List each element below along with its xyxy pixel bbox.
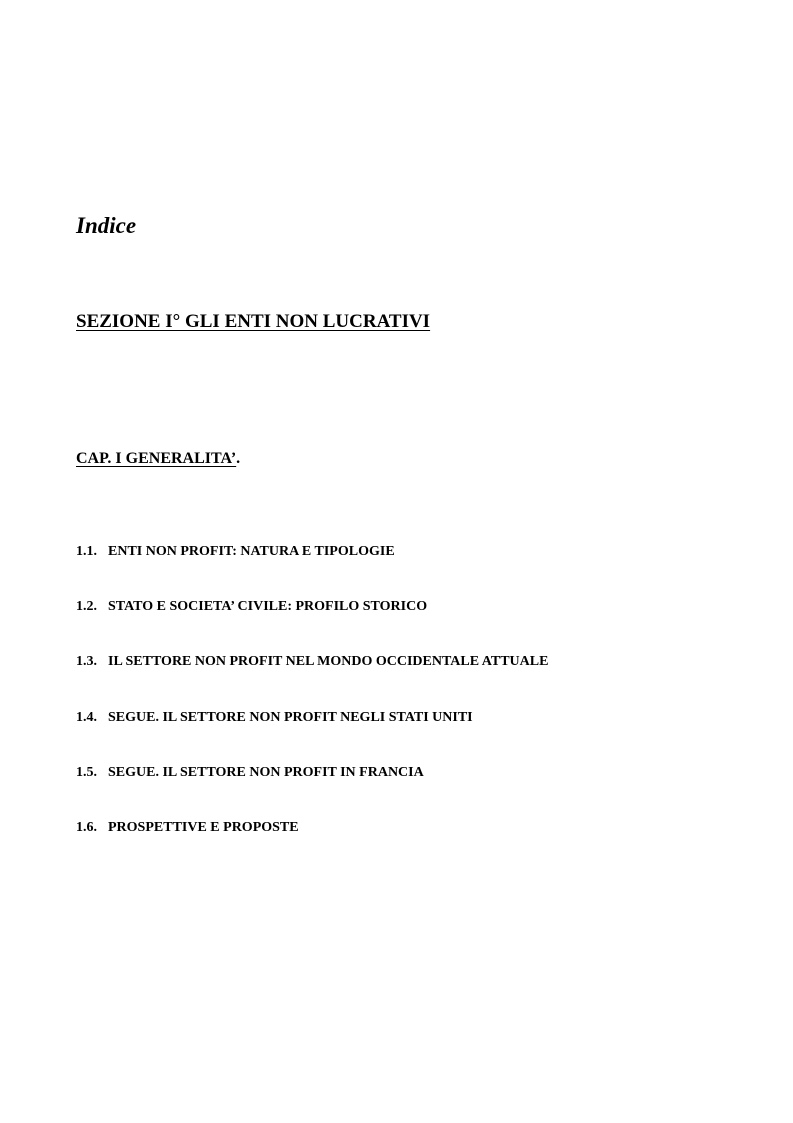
table-of-contents — [76, 543, 548, 874]
toc-entry-title: PROSPETTIVE E PROPOSTE — [108, 819, 299, 835]
toc-entry-1-5 — [76, 764, 548, 782]
section-heading: SEZIONE I° GLI ENTI NON LUCRATIVI — [76, 311, 431, 332]
chapter-heading-trailing: . — [236, 450, 241, 467]
toc-entry-title: IL SETTORE NON PROFIT NEL MONDO OCCIDENTALE ATTUALE — [108, 654, 549, 670]
toc-entry-number: 1.4. — [76, 709, 97, 725]
chapter-heading-text: CAP. I GENERALITA’ — [76, 450, 237, 467]
toc-entry-number: 1.3. — [76, 654, 97, 670]
toc-entry-title: ENTI NON PROFIT: NATURA E TIPOLOGIE — [108, 544, 395, 559]
toc-entry-number: 1.5. — [76, 764, 97, 780]
toc-entry-1-3 — [76, 653, 548, 671]
toc-entry-1-1 — [76, 543, 548, 561]
toc-entry-1-6 — [76, 819, 548, 837]
toc-entry-1-2 — [76, 598, 548, 616]
toc-entry-title: SEGUE. IL SETTORE NON PROFIT IN FRANCIA — [108, 764, 424, 780]
toc-entry-title: STATO E SOCIETA’ CIVILE: PROFILO STORICO — [108, 599, 428, 615]
toc-entry-number: 1.1. — [76, 544, 97, 559]
toc-entry-number: 1.6. — [76, 819, 97, 835]
toc-entry-number: 1.2. — [76, 599, 97, 615]
page-title: Indice — [76, 213, 137, 238]
chapter-heading — [76, 449, 240, 469]
toc-entry-title: SEGUE. IL SETTORE NON PROFIT NEGLI STATI UNITI — [108, 709, 473, 725]
toc-entry-1-4 — [76, 709, 548, 727]
